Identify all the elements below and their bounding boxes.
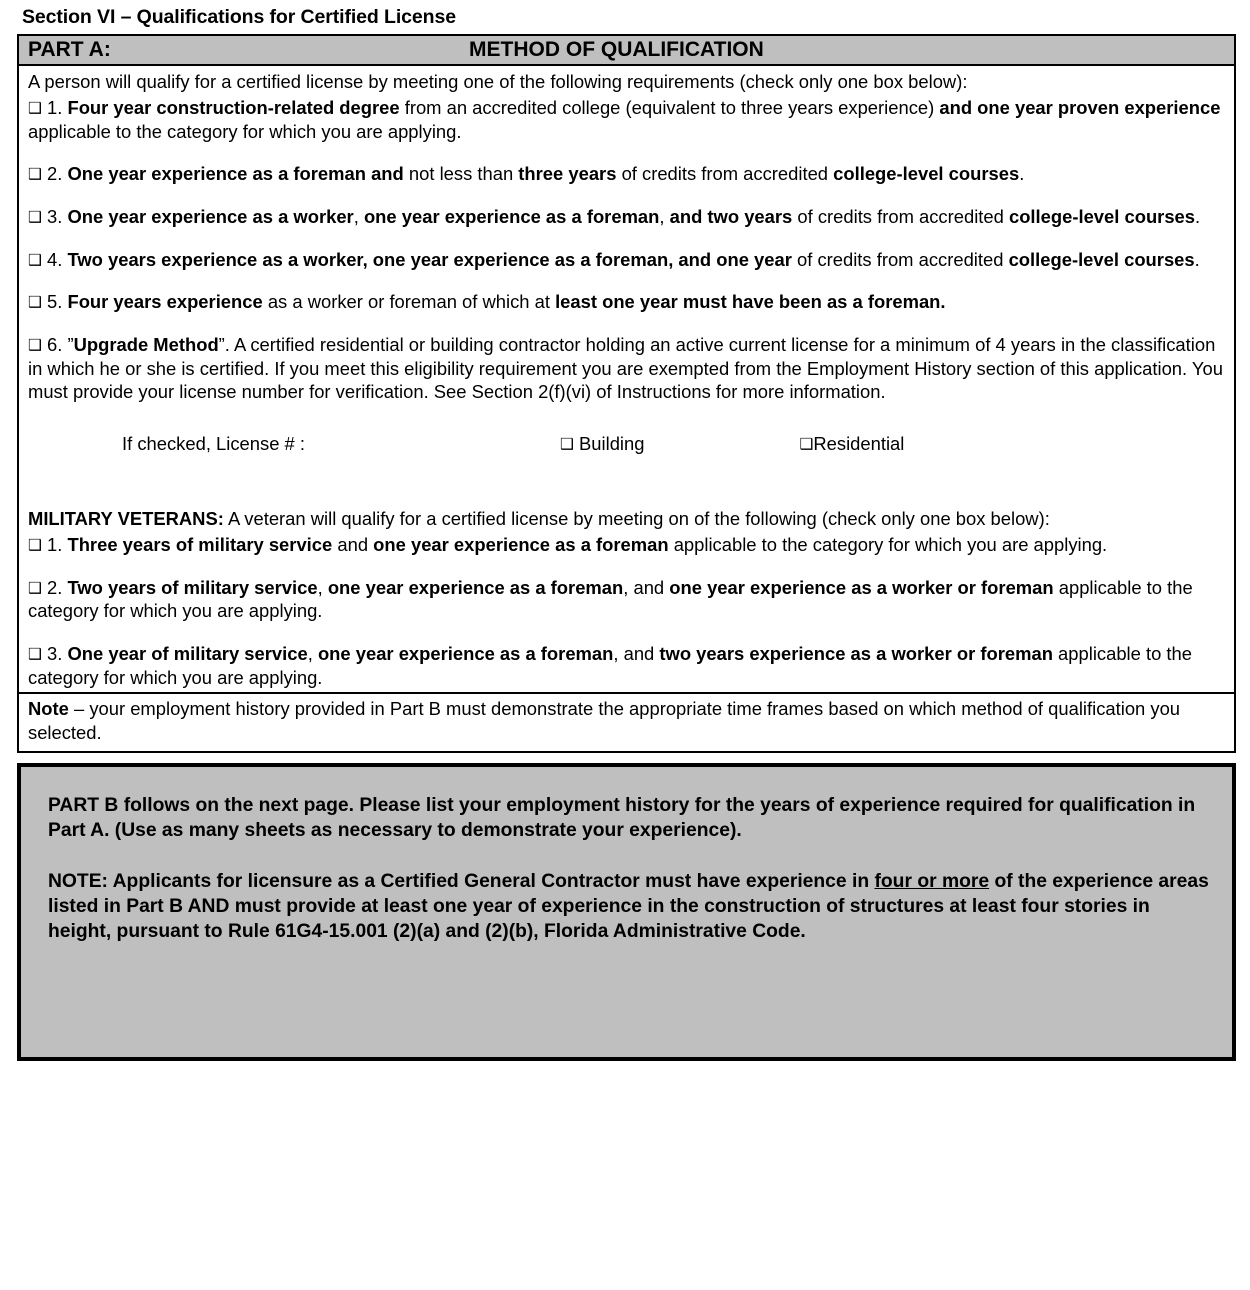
qualification-item[interactable] <box>28 290 1226 314</box>
part-b-note-paragraph <box>48 869 1214 944</box>
underlined-text: four or more <box>874 870 990 892</box>
item-number: 5. <box>41 291 68 313</box>
qualification-item[interactable] <box>28 96 1226 143</box>
note-label: Note <box>28 698 69 720</box>
bold-text: Two years experience as a worker, one year experience as a foreman, and one year <box>67 248 792 270</box>
item-number: 4. <box>41 248 68 270</box>
bold-text: Two years of military service <box>67 576 318 598</box>
bold-text: One year experience as a foreman and <box>67 163 404 185</box>
license-number-row <box>28 432 1226 456</box>
part-a-header-row <box>19 36 1234 66</box>
qualification-item[interactable] <box>28 576 1226 623</box>
checkbox-residential[interactable] <box>799 432 904 456</box>
checkbox-icon[interactable]: ❑ <box>28 645 42 664</box>
item-text: Four year construction-related degree from an accredited college (equivalent to three years experience) and one year proven experience applicable to the category for which you are applying. <box>28 97 1221 142</box>
bold-text: one year experience as a foreman <box>327 576 624 598</box>
checkbox-icon[interactable]: ❑ <box>28 250 42 269</box>
item-text: Two years experience as a worker, one year experience as a foreman, and one year of credits from accredited college-level courses. <box>67 248 1200 270</box>
part-b-paragraph: PART B follows on the next page. Please list your employment history for the years of experience required for qualification in Part A. (Use as many sheets as necessary to demonstrate your experience). <box>48 794 1196 841</box>
bold-text: one year experience as a foreman <box>363 205 660 227</box>
note-body: – your employment history provided in Part B must demonstrate the appropriate time frames based on which method of qualification you selected. <box>28 698 1181 743</box>
note-text <box>28 697 1226 744</box>
part-a-body <box>19 66 1234 692</box>
checkbox-icon[interactable]: ❑ <box>28 99 42 118</box>
bold-text: college-level courses <box>1008 248 1195 270</box>
bold-text: Four years experience <box>67 291 263 313</box>
checkbox-icon[interactable]: ❑ <box>28 293 42 312</box>
military-items <box>28 533 1226 689</box>
bold-text: two years experience as a worker or foreman <box>659 643 1053 665</box>
item-text: One year of military service, one year experience as a foreman, and two years experience as a worker or foreman applicable to the category for which you are applying. <box>28 643 1192 688</box>
item-number: 6. <box>41 333 68 355</box>
bold-text: and two years <box>669 205 793 227</box>
checkbox-building-label: Building <box>579 432 645 454</box>
item-text: Three years of military service and one year experience as a foreman applicable to the category for which you are applying. <box>67 534 1108 556</box>
page-title: Section VI – Qualifications for Certified License <box>22 6 456 28</box>
part-a-label: PART A: <box>28 37 111 61</box>
checkbox-icon[interactable]: ❑ <box>799 434 814 453</box>
bold-text: NOTE: Applicants for licensure as a Certified General Contractor must have experience in <box>48 870 875 892</box>
bold-text: and one year proven experience <box>939 97 1221 119</box>
method-of-qualification-title: METHOD OF QUALIFICATION <box>469 37 764 61</box>
bold-text: One year of military service <box>67 643 308 665</box>
item-text: Four years experience as a worker or foreman of which at least one year must have been as a foreman. <box>67 291 946 313</box>
qualification-item[interactable] <box>28 333 1226 404</box>
bold-text: three years <box>518 163 617 185</box>
qualification-items <box>28 96 1226 404</box>
item-text: One year experience as a worker, one year experience as a foreman, and two years of credits from accredited college-level courses. <box>67 205 1201 227</box>
part-a-intro: A person will qualify for a certified license by meeting one of the following requirements (check only one box below): <box>28 71 968 93</box>
bold-text: one year experience as a foreman <box>373 534 669 556</box>
checkbox-icon[interactable]: ❑ <box>28 165 42 184</box>
item-number: 3. <box>41 205 68 227</box>
item-number: 2. <box>41 576 68 598</box>
item-number: 3. <box>41 643 68 665</box>
bold-text: college-level courses <box>833 163 1020 185</box>
item-text: ”Upgrade Method”. A certified residential or building contractor holding an active current license for a minimum of 4 years in the classification in which he or she is certified. If you meet this eligibility requirement you are exempted from the Employment History section of this application. You must provide your license number for verification. See Section 2(f)(vi) of Instructions for more information. <box>28 333 1223 403</box>
qualification-item[interactable] <box>28 162 1226 186</box>
bold-text: college-level courses <box>1008 205 1196 227</box>
item-number: 2. <box>41 163 68 185</box>
military-veterans-heading: MILITARY VETERANS: <box>28 508 224 530</box>
checkbox-residential-label: Residential <box>813 432 905 454</box>
checkbox-icon[interactable]: ❑ <box>28 335 42 354</box>
bold-text: Three years of military service <box>67 534 333 556</box>
part-b-notice-box <box>17 763 1236 1061</box>
bold-text: Upgrade Method <box>73 333 219 355</box>
part-a-table <box>17 34 1236 752</box>
checkbox-icon[interactable]: ❑ <box>28 578 42 597</box>
note-row <box>19 692 1234 750</box>
bold-text <box>874 871 989 892</box>
item-number: 1. <box>41 534 68 556</box>
item-text: One year experience as a foreman and not less than three years of credits from accredited college-level courses. <box>67 163 1025 185</box>
bold-text: of the experience areas listed in Part B AND must provide at least one year of experience in the construction of structures at least four stories in height, pursuant to Rule 61G4-15.001 (2)(a) and (2)(b), Florida Administrative Code. <box>48 870 1209 942</box>
checkbox-building[interactable] <box>560 432 644 456</box>
license-number-label: If checked, License # : <box>122 432 305 454</box>
item-number: 1. <box>41 97 68 119</box>
bold-text: One year experience as a worker <box>67 205 354 227</box>
checkbox-icon[interactable]: ❑ <box>560 434 574 453</box>
qualification-item[interactable] <box>28 205 1226 229</box>
bold-text: Four year construction-related degree <box>67 97 400 119</box>
qualification-item[interactable] <box>28 642 1226 689</box>
bold-text: one year experience as a worker or foreman <box>669 576 1054 598</box>
military-veterans-intro-text: A veteran will qualify for a certified license by meeting on of the following (check only one box below): <box>223 508 1050 530</box>
military-veterans-block <box>28 507 1226 689</box>
checkbox-icon[interactable]: ❑ <box>28 207 42 226</box>
military-veterans-intro <box>28 507 1226 531</box>
item-text: Two years of military service, one year experience as a foreman, and one year experience as a worker or foreman applicable to the category for which you are applying. <box>28 576 1193 622</box>
checkbox-icon[interactable]: ❑ <box>28 536 42 555</box>
bold-text: one year experience as a foreman <box>317 643 614 665</box>
qualification-item[interactable] <box>28 533 1226 557</box>
qualification-item[interactable] <box>28 248 1226 272</box>
bold-text: least one year must have been as a foreman. <box>555 291 946 313</box>
